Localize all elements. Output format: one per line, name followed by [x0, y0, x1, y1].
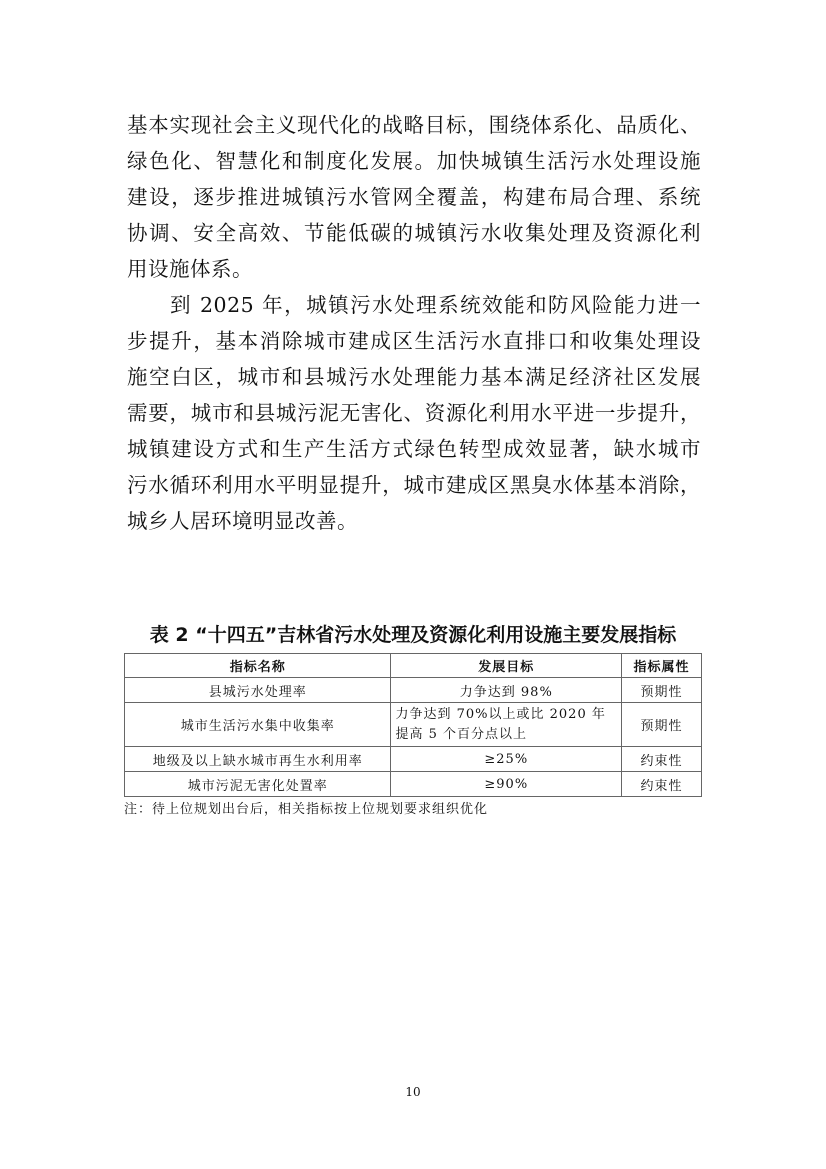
body-line: 绿色化、智慧化和制度化发展。加快城镇生活污水处理设施	[127, 149, 701, 173]
body-line: 到 2025 年，城镇污水处理系统效能和防风险能力进一	[170, 293, 701, 317]
table-cell: 县城污水处理率	[125, 678, 391, 703]
body-line: 城镇建设方式和生产生活方式绿色转型成效显著，缺水城市	[127, 437, 701, 461]
table-cell: 预期性	[622, 703, 702, 747]
table-cell: 城市污泥无害化处置率	[125, 772, 391, 797]
table-row	[125, 747, 702, 772]
header-cell: 指标属性	[622, 654, 702, 678]
page-number: 10	[405, 1085, 421, 1099]
body-line: 污水循环利用水平明显提升，城市建成区黑臭水体基本消除，	[127, 473, 701, 497]
table-row	[125, 703, 702, 747]
header-cell: 发展目标	[391, 654, 622, 678]
table-cell: 力争达到 70%以上或比 2020 年提高 5 个百分点以上	[391, 703, 622, 747]
table-header-row	[125, 654, 702, 678]
body-line: 施空白区，城市和县城污水处理能力基本满足经济社区发展	[127, 365, 701, 389]
table-row	[125, 678, 702, 703]
indicator-table	[124, 653, 702, 797]
table-row	[125, 772, 702, 797]
table-cell: 地级及以上缺水城市再生水利用率	[125, 747, 391, 772]
body-line: 步提升，基本消除城市建成区生活污水直排口和收集处理设	[127, 329, 701, 353]
table-cell: 城市生活污水集中收集率	[125, 703, 391, 747]
table-cell: 预期性	[622, 678, 702, 703]
body-line: 协调、安全高效、节能低碳的城镇污水收集处理及资源化利	[127, 221, 701, 245]
body-line: 需要，城市和县城污泥无害化、资源化利用水平进一步提升，	[127, 401, 701, 425]
table-note: 注：待上位规划出台后，相关指标按上位规划要求组织优化	[124, 802, 489, 817]
body-line: 建设，逐步推进城镇污水管网全覆盖，构建布局合理、系统	[127, 185, 701, 209]
body-line: 用设施体系。	[127, 257, 253, 281]
header-cell: 指标名称	[125, 654, 391, 678]
table-cell: 约束性	[622, 747, 702, 772]
body-line: 城乡人居环境明显改善。	[127, 509, 358, 533]
body-line: 基本实现社会主义现代化的战略目标，围绕体系化、品质化、	[127, 113, 701, 137]
table-cell: 约束性	[622, 772, 702, 797]
table-cell: ≥25%	[391, 747, 622, 772]
table-cell: 力争达到 98%	[391, 678, 622, 703]
table-title: 表 2 “十四五”吉林省污水处理及资源化利用设施主要发展指标	[149, 624, 677, 646]
table-cell: ≥90%	[391, 772, 622, 797]
